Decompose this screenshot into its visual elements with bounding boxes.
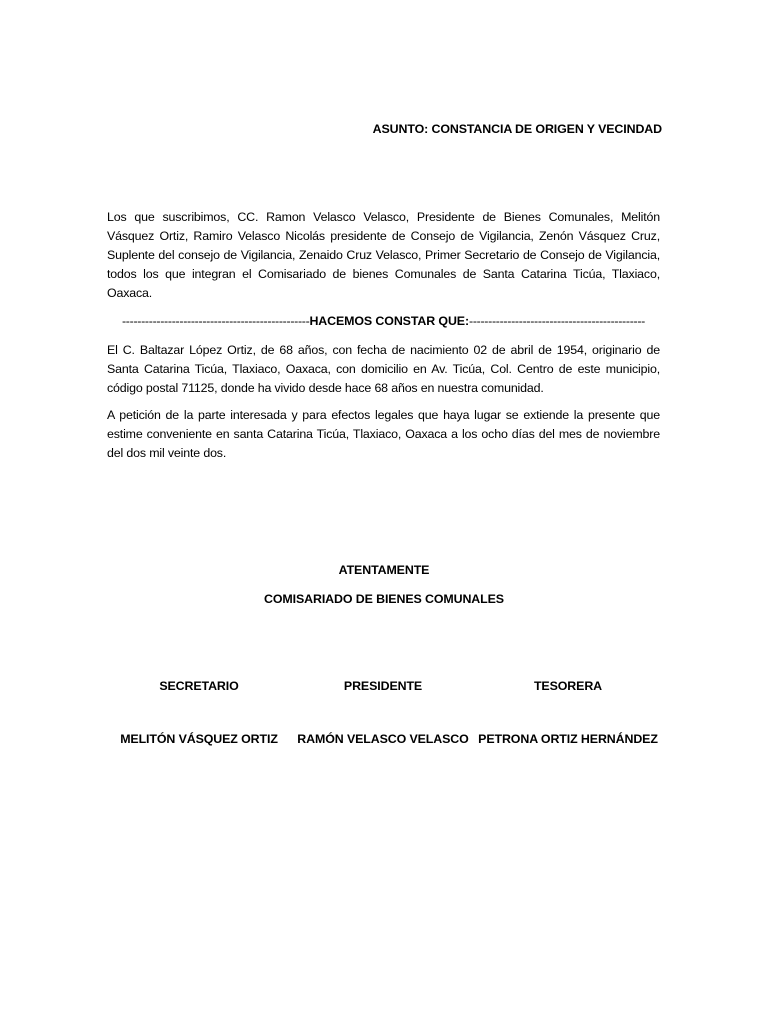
divider-right-dashes: ---------------------------------------------- — [469, 314, 646, 328]
signatory-name-presidente: RAMÓN VELASCO VELASCO — [297, 732, 469, 746]
divider-heading: HACEMOS CONSTAR QUE: — [309, 314, 469, 328]
subject-heading: ASUNTO: CONSTANCIA DE ORIGEN Y VECINDAD — [372, 122, 662, 136]
divider-left-dashes: ------------------------------------------------- — [121, 314, 310, 328]
signatory-role-presidente: PRESIDENTE — [343, 679, 423, 693]
salutation: ATENTAMENTE — [338, 563, 430, 577]
signatory-role-secretario: SECRETARIO — [159, 679, 239, 693]
committee-title: COMISARIADO DE BIENES COMUNALES — [264, 592, 504, 606]
signatory-name-secretario: MELITÓN VÁSQUEZ ORTIZ — [120, 732, 278, 746]
certify-divider — [107, 312, 660, 331]
closing-paragraph: A petición de la parte interesada y para efectos legales que haya lugar se extiende la presente que estime conveniente en santa Catarina Ticúa, Tlaxiaco, Oaxaca a los ocho días del mes de noviembre del dos mil veinte dos. — [107, 408, 660, 460]
signatory-name-tesorera: PETRONA ORTIZ HERNÁNDEZ — [478, 732, 658, 746]
signatory-role-tesorera: TESORERA — [533, 679, 603, 693]
intro-paragraph: Los que suscribimos, CC. Ramon Velasco Velasco, Presidente de Bienes Comunales, Melitón Vásquez Ortiz, Ramiro Velasco Nicolás presidente de Consejo de Vigilancia, Zenón Vásquez Cruz, Suplente del consejo de Vigilancia, Zenaido Cruz Velasco, Primer Secretario de Consejo de Vigilancia, todos los que integran el Comisariado de bienes Comunales de Santa Catarina Ticúa, Tlaxiaco, Oaxaca. — [107, 210, 660, 300]
certification-paragraph: El C. Baltazar López Ortiz, de 68 años, con fecha de nacimiento 02 de abril de 1954, originario de Santa Catarina Ticúa, Tlaxiaco, Oaxaca, con domicilio en Av. Ticúa, Col. Centro de este municipio, código postal 71125, donde ha vivido desde hace 68 años en nuestra comunidad. — [107, 343, 660, 395]
